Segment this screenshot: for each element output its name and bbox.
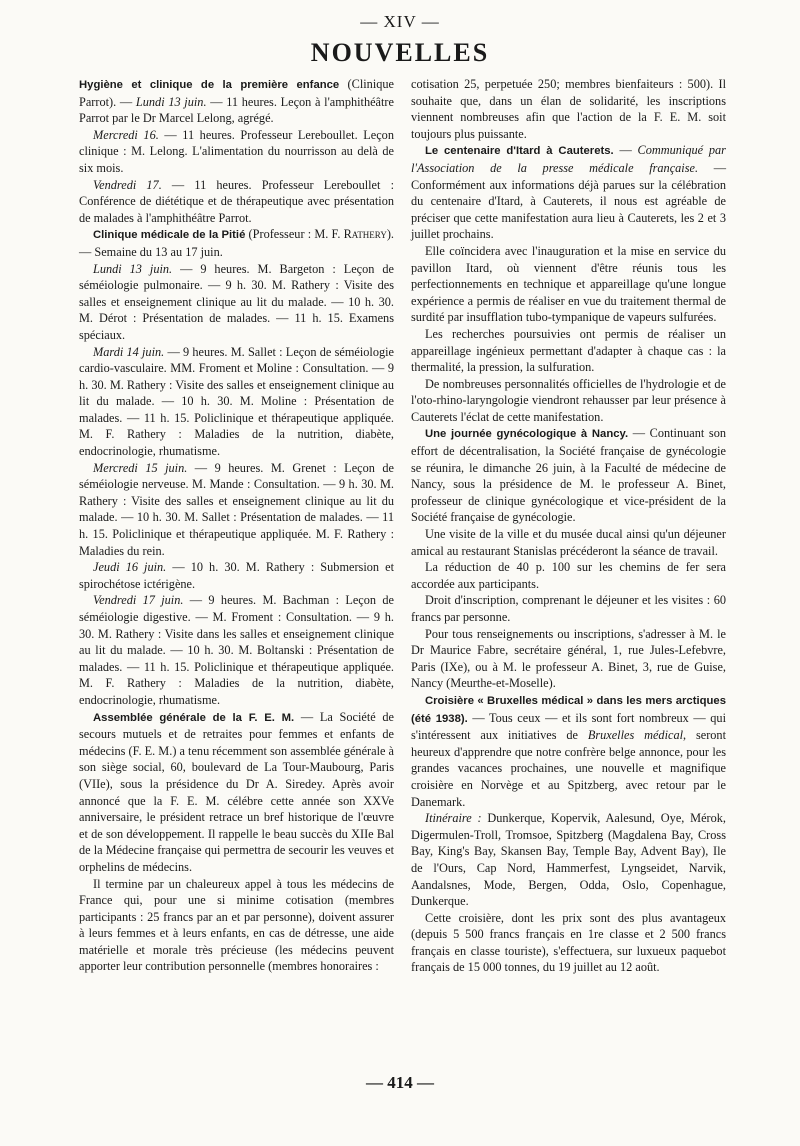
paragraph-mercredi-16: Mercredi 16. — 11 heures. Professeur Lereboullet. Leçon clinique : M. Lelong. L'alimentation du nourrisson au delà de six mois.: [79, 127, 394, 175]
heading-itard: Le centenaire d'Itard à Cauterets.: [425, 145, 614, 158]
paragraph-mercredi-15: Mercredi 15 juin. — 9 heures. M. Grenet : Leçon de séméiologie nerveuse. M. Mande : Consultation. — 9 h. 30. M. Rathery : Visite des salles et enseignement clinique au lit du malade. — 10 h. 30. M. Sallet : Présentation de malades. — 11 h. 15. Policlinique et thérapeutique appliquée. M. F. Rathery : Maladies du rein.: [79, 460, 394, 558]
paragraph-clinique-pitie: Clinique médicale de la Pitié (Professeur : M. F. Rathery). — Semaine du 13 au 17 juin.: [79, 227, 394, 259]
paragraph-journee-nancy: Une journée gynécologique à Nancy. — Continuant son effort de décentralisation, la Société française de gynécologie se réunira, le dimanche 26 juin, à la Faculté de médecine de Nancy, sous la présidence de M. le professeur A. Binet, professeur de clinique gynécologique et vice-président de la Société française de gynécologie.: [411, 426, 726, 525]
paragraph-vendredi-17: Vendredi 17. — 11 heures. Professeur Lereboullet : Conférence de diététique et de thérapeutique avec présentation de malades à l'amphithéâtre Parrot.: [79, 177, 394, 225]
heading-hygiene: Hygiène et clinique de la première enfance: [79, 79, 340, 91]
paragraph-personnalites: De nombreuses personnalités officielles de l'hydrologie et de l'oto-rhino-laryngologie viendront rehausser par leur présence à Cauterets l'éclat de cette manifestation.: [411, 376, 726, 424]
paragraph-cotisation: cotisation 25, perpetuée 250; membres bienfaiteurs : 500). Il souhaite que, dans un élan de solidarité, les inscriptions viennent nombreuses afin que l'action de la F. E. M. soit toujours plus puissante.: [411, 77, 726, 141]
paragraph-vendredi-17-juin: Vendredi 17 juin. — 9 heures. M. Bachman : Leçon de séméiologie digestive. — M. Froment : Consultation. — 9 h. 30. M. Rathery : Visite dans les salles et enseignement clinique au lit du malade. — 10 h. 30. M. Boltanski : Présentation de malades. — 11 h. 15. Policlinique et thérapeutique appliquée. M. F. Rathery : Maladies de la nutrition, diabète, endocrinologie, rhumatisme.: [79, 593, 395, 707]
paragraph-jeudi-16: Jeudi 16 juin. — 10 h. 30. M. Rathery : Submersion et spirochétose ictérigène.: [79, 560, 394, 591]
paragraph-croisiere: Croisière « Bruxelles médical » dans les mers arctiques (été 1938). — Tous ceux — et ils sont fort nombreux — qui s'intéressent aux initiatives de Bruxelles médical, seront heureux d'apprendre que notre confrère belge annonce, pour les grandes vacances prochaines, une nouvelle et magnifique croisière en Norvège et au Spitzberg, avec retour par le Danemark.: [411, 694, 726, 809]
right-column: [411, 76, 726, 976]
heading-assemblee: Assemblée générale de la F. E. M.: [93, 711, 295, 724]
heading-croisiere: Croisière « Bruxelles médical » dans les mers arctiques (été 1938).: [411, 694, 726, 725]
left-column: [79, 76, 394, 975]
paragraph-droit-inscription: Droit d'inscription, comprenant le déjeuner et les visites : 60 francs par personne.: [411, 593, 726, 624]
paragraph-renseignements: Pour tous renseignements ou inscriptions, s'adresser à M. le Dr Maurice Fabre, secrétaire général, 1, rue Jules-Lefebvre, Paris (IXe), ou à M. le professeur A. Binet, 3, rue de Guise, Nancy (Meurthe-et-Moselle).: [411, 626, 726, 691]
heading-pitie: Clinique médicale de la Pitié: [93, 229, 246, 242]
paragraph-mardi-14: Mardi 14 juin. — 9 heures. M. Sallet : Leçon de séméiologie cardio-vasculaire. MM. Froment et Moline : Consultation. — 9 h. 30. M. Rathery : Visite des salles et enseignement clinique au lit du malade. — 10 h. 30. M. Moline : Présentation de malades. — 11 h. 15. Policlinique et thérapeutique appliquée. M. F. Rathery : Maladies de la nutrition, diabète, endocrinologie, rhumatisme.: [79, 344, 394, 459]
paragraph-visite-ville: Une visite de la ville et du musée ducal ainsi qu'un déjeuner amical au restaurant Stanislas précéderont la séance de travail.: [411, 527, 726, 558]
paragraph-lundi-13: Lundi 13 juin. — 9 heures. M. Bargeton : Leçon de séméiologie pulmonaire. — 9 h. 30. M. Rathery : Visite des salles et enseignement clinique au lit du malade. — 10 h. 30. M. Dérot : Présentation de malades. — 11 h. 15. Examens spéciaux.: [79, 261, 394, 342]
paragraph-reduction: La réduction de 40 p. 100 sur les chemins de fer sera accordée aux participants.: [411, 560, 726, 591]
roman-page-number: — XIV —: [360, 12, 440, 31]
section-title: NOUVELLES: [310, 38, 490, 67]
paragraph-hygiene-clinique: Hygiène et clinique de la première enfance (Clinique Parrot). — Lundi 13 juin. — 11 heures. Leçon à l'amphithéâtre Parrot par le Dr Marcel Lelong, agrégé.: [79, 77, 395, 126]
page-number: — 414 —: [366, 1073, 434, 1092]
paragraph-recherches: Les recherches poursuivies ont permis de réaliser un appareillage ingénieux permettant d'adapter à chaque cas : la thermalité, la pression, la sulfuration.: [411, 326, 726, 375]
paragraph-pavillon-itard: Elle coïncidera avec l'inauguration et la mise en service du pavillon Itard, où viennent d'être réunis tous les perfectionnements en technique et appareillage qu'une longue expérience a permis de réaliser en vue du traitement thermal de surdité par insufflation tubo-tympanique de vapeurs sulfurées.: [411, 243, 726, 325]
paragraph-centenaire-itard: Le centenaire d'Itard à Cauterets. — Communiqué par l'Association de la presse médicale française. — Conformément aux informations déjà parues sur la célébration du centenaire d'Itard, à Cauterets, il nous est agréable de préciser que cette manifestation aura lieu à Cauterets, les 2 et 3 juillet prochains.: [411, 143, 726, 242]
paragraph-itineraire: Itinéraire : Dunkerque, Kopervik, Aalesund, Oye, Mérok, Digermulen-Troll, Tromsoe, Spitzberg (Magdalena Bay, Cross Bay, King's Bay, Skansen Bay, Temple Bay, Advent Bay), Ile de l'Ours, Cap Nord, Hammerfest, Lyngseidet, Narvik, Aandalsnes, Mode, Bergen, Odda, Oslo, Copenhague, Dunkerque.: [411, 811, 726, 909]
paragraph-appel: Il termine par un chaleureux appel à tous les médecins de France qui, pour une si minime cotisation (membres participants : 25 francs par an et par personne), doivent assurer à leurs femmes et à leurs enfants, en cas de détresse, une aide matérielle et morale très précieuse (les médecins peuvent apporter leur contribution personnelle (membres honoraires :: [79, 876, 394, 974]
paragraph-assemblee-fem: Assemblée générale de la F. E. M. — La Société de secours mutuels et de retraites pour femmes et enfants de médecins (F. E. M.) a tenu récemment son assemblée générale à son siège social, 60, boulevard de La Tour-Maubourg, Paris (VIIe), sous la présidence du Dr A. Siredey. Après avoir annoncé que la F. E. M. célébre cette année son XXVe anniversaire, le président retrace un bref historique de l'œuvre et de son développement. Il rappelle le beau succès du XIIe Bal de la Médecine française qui permettra de secourir les veuves et orphelins de médecins.: [79, 709, 394, 874]
heading-nancy: Une journée gynécologique à Nancy.: [425, 428, 629, 441]
paragraph-prix-croisiere: Cette croisière, dont les prix sont des plus avantageux (depuis 5 500 francs français en 1re classe et 2 500 francs français en classe touriste), s'effectuera, sur luxueux paquebot français de 15 000 tonnes, du 19 juillet au 12 août.: [411, 910, 726, 975]
